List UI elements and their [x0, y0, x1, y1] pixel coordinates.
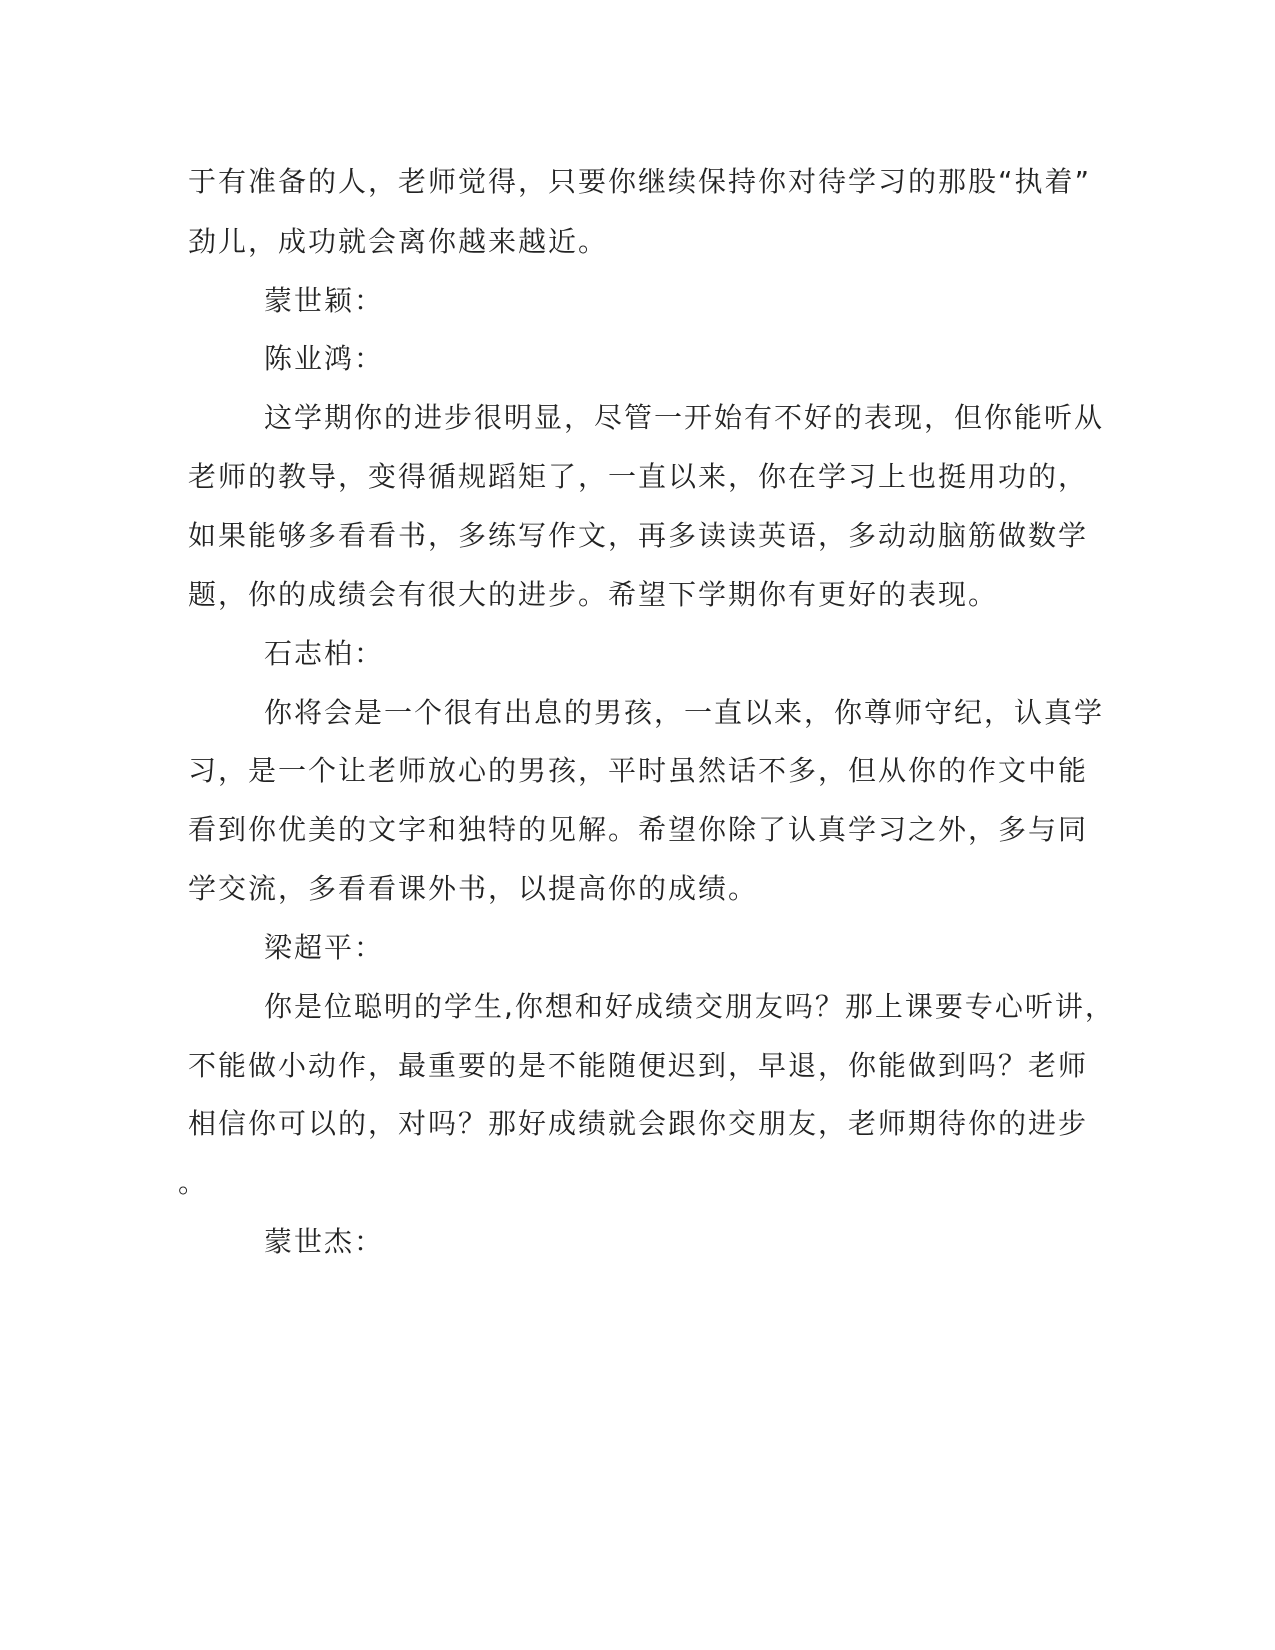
- paragraph-line: 学交流，多看看课外书，以提高你的成绩。: [188, 872, 759, 905]
- student-name-heading: 蒙世颖：: [264, 284, 385, 317]
- student-name-heading: 陈业鸿：: [264, 342, 385, 375]
- student-name-heading: 蒙世杰：: [264, 1225, 385, 1258]
- paragraph-line: 这学期你的进步很明显，尽管一开始有不好的表现，但你能听从: [264, 401, 1105, 434]
- paragraph-line: 如果能够多看看书，多练写作文，再多读读英语，多动动脑筋做数学: [188, 519, 1089, 552]
- paragraph-line: 于有准备的人，老师觉得，只要你继续保持你对待学习的那股“执着”: [188, 165, 1092, 198]
- paragraph-line: 题，你的成绩会有很大的进步。希望下学期你有更好的表现。: [188, 578, 999, 611]
- paragraph-line: 你是位聪明的学生,你想和好成绩交朋友吗？那上课要专心听讲，: [264, 990, 1115, 1023]
- student-name-heading: 石志柏：: [264, 637, 385, 670]
- paragraph-line: 看到你优美的文字和独特的见解。希望你除了认真学习之外，多与同: [188, 813, 1089, 846]
- paragraph-line: 。: [178, 1166, 209, 1199]
- paragraph-line: 劲儿，成功就会离你越来越近。: [188, 225, 609, 258]
- paragraph-line: 习，是一个让老师放心的男孩，平时虽然话不多，但从你的作文中能: [188, 754, 1089, 787]
- paragraph-line: 相信你可以的，对吗？那好成绩就会跟你交朋友，老师期待你的进步: [188, 1107, 1089, 1140]
- student-name-heading: 梁超平：: [264, 931, 385, 964]
- paragraph-line: 老师的教导，变得循规蹈矩了，一直以来，你在学习上也挺用功的，: [188, 460, 1089, 493]
- paragraph-line: 不能做小动作，最重要的是不能随便迟到，早退，你能做到吗？老师: [188, 1049, 1089, 1082]
- paragraph-line: 你将会是一个很有出息的男孩，一直以来，你尊师守纪，认真学: [264, 696, 1105, 729]
